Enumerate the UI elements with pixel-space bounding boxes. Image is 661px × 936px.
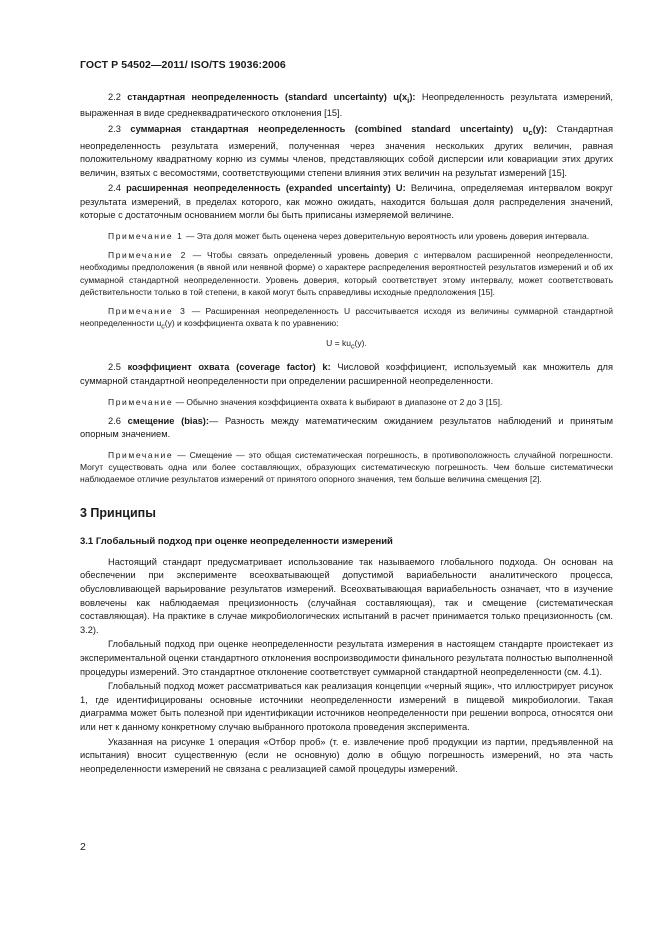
formula-expanded-uncertainty: $U = ku_c(y)$. [326, 338, 367, 351]
paragraph: Глобальный подход при оценке неопределенности результата измерения в настоящем стандарте проистекает из экспериментальной оценки стандартного отклонения воспроизводимости финального результата полностью выполненной процедуры измерений. Это стандартное отклонение соответствует суммарной стандартной неопределенности (см. 4.1). [80, 639, 613, 677]
definition-2-3 [80, 123, 613, 180]
definition-2-4 [80, 182, 613, 223]
def-term: стандартная неопределенность (standard uncertainty) $u(x_i)$: [127, 92, 416, 105]
paragraph: Глобальный подход может рассматриваться как реализация концепции «черный ящик», что иллюстрирует рисунок 1, где идентифицированы основные источники неопределенности измерений в пищевой микробиологии. Такая диаграмма может быть полезной при идентификации источников неопределенности при решении вопроса, относятся они или нет к данному конкретному случаю выбранного протокола проведения эксперимента. [80, 681, 613, 732]
note-label: Примечание 1 [108, 231, 184, 242]
note-label: Примечание 2 [108, 250, 187, 261]
note-text: — Эта доля может быть оценена через доверительную вероятность или уровень доверия интервала. [183, 231, 590, 242]
page-content [80, 91, 613, 776]
note-1 [80, 230, 613, 242]
def-term: коэффициент охвата (coverage factor) k: [127, 362, 331, 373]
def-number: 2.2 [108, 92, 121, 102]
note-text: — Расширенная неопределенность U рассчитывается исходя из величины суммарной стандартной неопределенности u [80, 306, 613, 329]
def-number: 2.4 [108, 183, 121, 194]
note-3: Примечание 3 — Расширенная неопределенность U рассчитывается исходя из величины суммарной стандартной неопределенности $u_c(y)$ и коэффициента охвата k по уравнению: [80, 306, 613, 331]
def-text: Числовой коэффициент, используемый как множитель для суммарной стандартной неопределенности при определении расширенной неопределенности. [80, 362, 614, 387]
note-2-6 [80, 449, 613, 486]
note-label: Примечание 3 [108, 306, 187, 317]
note-2 [80, 249, 613, 298]
page-number: 2 [80, 841, 86, 853]
note-label: Примечание [108, 396, 174, 407]
def-term: суммарная стандартная неопределенность (combined standard uncertainty) $u_c(y)$: [130, 124, 548, 137]
paragraph: Указанная на рисунке 1 операция «Отбор проб» (т. е. извлечение проб продукции из партии, предъявленной на испытания) вносит существенную (если не основную) долю в общую погрешность измерений, но эта часть неопределенности измерений не связана с реализацией самой процедуры измерений. [80, 736, 613, 774]
def-number: 2.5 [108, 362, 121, 373]
note-label: Примечание [108, 450, 174, 461]
def-text: Неопределенность результата измерений, выраженная в виде среднеквадратического отклонения [15]. [80, 92, 613, 119]
definition-2-5 [80, 361, 613, 388]
paragraph: Настоящий стандарт предусматривает использование так называемого глобального подхода. Он основан на обеспечении при эксперименте всеохватывающей допустимой вариабельности аналитического процесса, обусловливающей варьирование результатов измерений. Всеохватывающая вариабельность означает, что в изучение вовлечены как наблюдаемая прецизионность (случайная составляющая), так и смещение (систематическая составляющая). На практике в случае микробиологических испытаний в расчет принимается только прецизионность (см. 3.2). [80, 556, 613, 635]
definition-2-2 [80, 91, 613, 121]
note-text: — Чтобы связать определенный уровень доверия с интервалом расширенной неопределенности, необходимы предположения (в явной или неявной форме) о характере распределения вероятностей результатов измерений и об их суммарной стандартной неопределенности. Уровень доверия, который соответствует этому интервалу, может соответствовать действительности только в той степени, в какой могут быть справедливы исходные предположения [15]. [80, 250, 613, 297]
def-text: Величина, определяемая интервалом вокруг результата измерений, в пределах которого, как можно ожидать, находится большая доля распределения значений, которые с достаточным основанием могли бы быть приписаны измеряемой величине. [80, 183, 614, 221]
def-number: 2.3 [108, 124, 121, 135]
section-3-1-heading: 3.1 Глобальный подход при оценке неопределенности измерений [80, 536, 393, 548]
def-term: смещение (bias): [127, 415, 209, 426]
def-text: Стандартная неопределенность результата измерений, полученная через значения нескольких других величин, равная положительному квадратному корню из суммы членов, представляющих собой дисперсии или ковариации этих других величин, взятых с весомостями, соответствующими степени влияния этих величин на результат измерений [15]. [80, 124, 613, 178]
note-text: — Обычно значения коэффициента охвата k выбирают в диапазоне от 2 до 3 [15]. [173, 396, 503, 407]
section-3-heading: 3 Принципы [80, 505, 156, 520]
document-header: ГОСТ Р 54502—2011/ ISO/TS 19036:2006 [80, 59, 286, 71]
def-text: — Разность между математическим ожиданием результатов наблюдений и принятым опорным значением. [80, 415, 614, 440]
def-term: расширенная неопределенность (expanded uncertainty) U: [126, 183, 406, 194]
def-number: 2.6 [108, 415, 121, 426]
definition-2-6 [80, 415, 613, 442]
note-2-5 [80, 396, 613, 408]
note-text: — Смещение — это общая систематическая погрешность, в противоположность случайной погрешности. Могут существовать одна или более составляющих, образующих систематическую погрешность. Чем больше систематически наблюдаемое отличие результатов измерений от принятого опорного значения, тем больше величина смещения [2]. [80, 450, 613, 485]
